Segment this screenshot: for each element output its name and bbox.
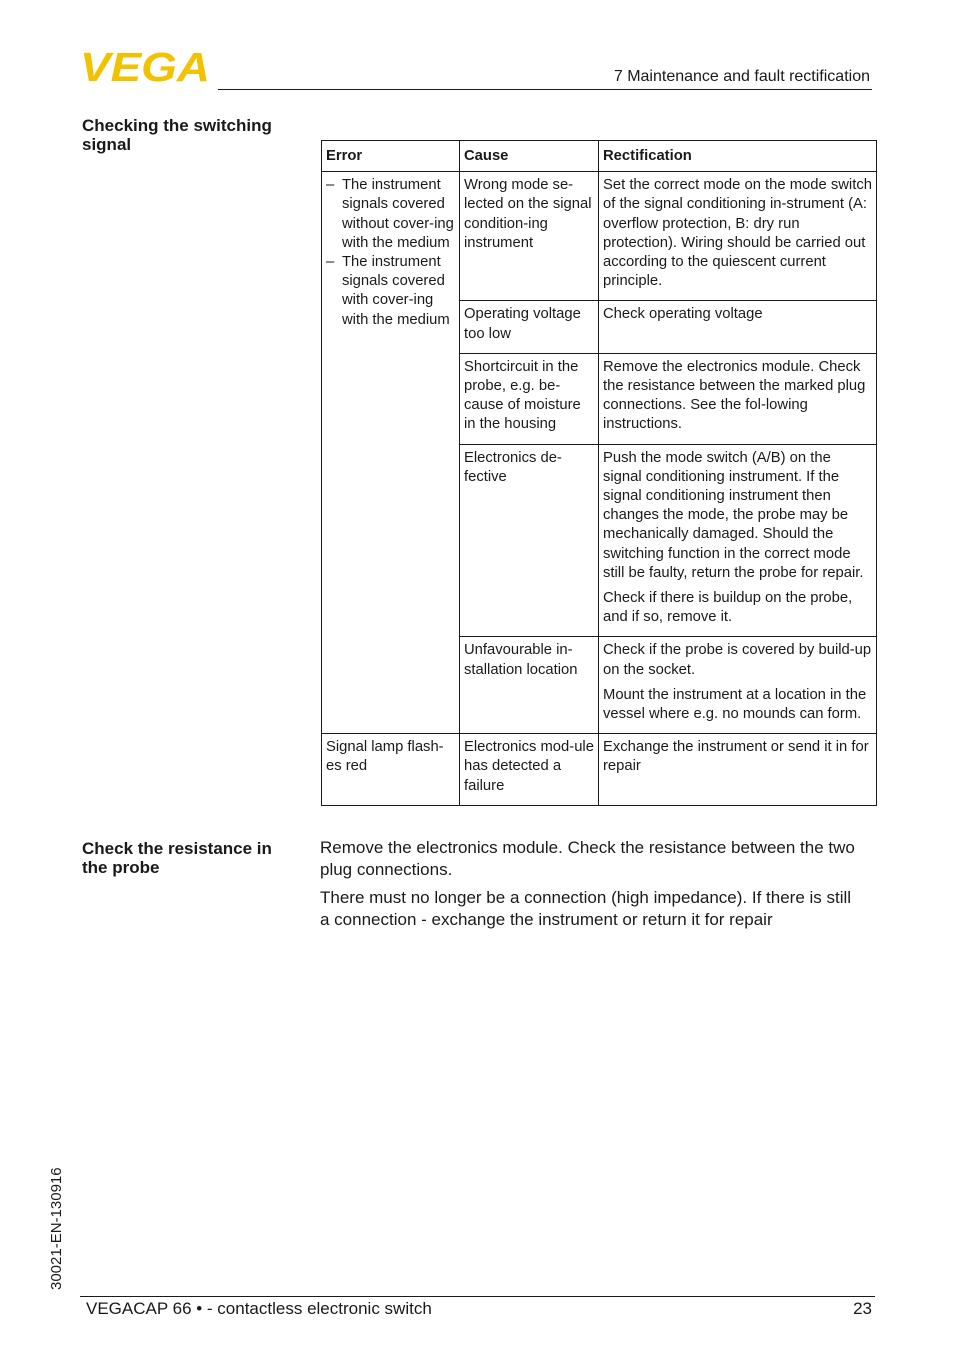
cause-cell: Shortcircuit in the probe, e.g. be-cause of moisture in the housing bbox=[460, 353, 599, 444]
resistance-paragraph: Remove the electronics module. Check the resistance between the two plug connections. bbox=[320, 838, 855, 879]
column-header-cause: Cause bbox=[460, 141, 599, 172]
cause-cell: Unfavourable in-stallation location bbox=[460, 637, 599, 734]
error-cell bbox=[322, 172, 460, 734]
footer-product-title: VEGACAP 66 • - contactless electronic switch bbox=[86, 1299, 432, 1318]
error-list-item: – The instrument signals covered with cover-ing with the medium bbox=[326, 254, 450, 328]
footer-divider bbox=[80, 1296, 875, 1297]
rectification-cell: Remove the electronics module. Check the resistance between the marked plug connections. See the fol-lowing instructions. bbox=[599, 353, 877, 444]
rectification-cell: Push the mode switch (A/B) on the signal conditioning instrument. If the signal conditioning instrument then changes the mode, the probe may be mechanically damaged. Should the switching function in the correct mode still be faulty, return the probe for repair. Check if there is buildup on the probe, and if so, remove it. bbox=[599, 444, 877, 637]
header-divider bbox=[218, 89, 872, 90]
switching-signal-heading: Checking the switching signal bbox=[82, 116, 272, 154]
document-id: 30021-EN-130916 bbox=[48, 1167, 65, 1290]
cause-cell: Wrong mode se-lected on the signal condition-ing instrument bbox=[460, 172, 599, 301]
svg-text:VEGA: VEGA bbox=[80, 50, 210, 84]
table-row bbox=[322, 172, 877, 301]
rectification-cell: Exchange the instrument or send it in for repair bbox=[599, 734, 877, 806]
error-cell: Signal lamp flash-es red bbox=[322, 734, 460, 806]
column-header-error: Error bbox=[322, 141, 460, 172]
page-number: 23 bbox=[853, 1299, 872, 1318]
vega-logo bbox=[80, 50, 212, 84]
rectification-cell: Check if the probe is covered by build-up on the socket. Mount the instrument at a location in the vessel where e.g. no mounds can form. bbox=[599, 637, 877, 734]
table-header-row bbox=[322, 141, 877, 172]
resistance-paragraph: There must no longer be a connection (high impedance). If there is still a connection - exchange the instrument or return it for repair bbox=[320, 888, 852, 929]
table-row bbox=[322, 734, 877, 806]
section-title: 7 Maintenance and fault rectification bbox=[613, 68, 870, 85]
resistance-heading: Check the resistance in the probe bbox=[82, 839, 272, 877]
rectification-cell: Check operating voltage bbox=[599, 301, 877, 353]
error-list-item: – The instrument signals covered without cover-ing with the medium bbox=[326, 177, 454, 251]
troubleshooting-table bbox=[321, 140, 877, 806]
cause-cell: Electronics mod-ule has detected a failure bbox=[460, 734, 599, 806]
cause-cell: Operating voltage too low bbox=[460, 301, 599, 353]
cause-cell: Electronics de-fective bbox=[460, 444, 599, 637]
column-header-rectification: Rectification bbox=[599, 141, 877, 172]
rectification-cell: Set the correct mode on the mode switch of the signal conditioning in-strument (A: overflow protection, B: dry run protection). Wiring should be carried out according to the quiescent current principle. bbox=[599, 172, 877, 301]
